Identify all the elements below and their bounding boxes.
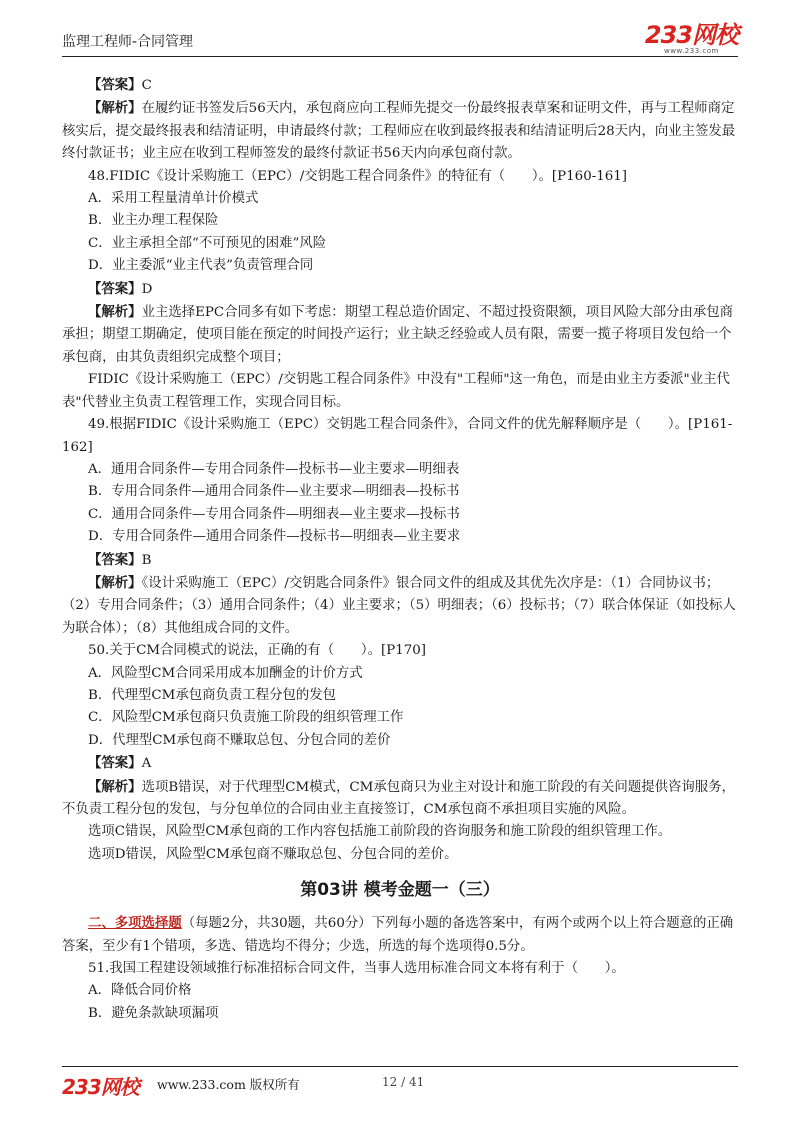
footer-logo[interactable]: 233网校 (62, 1075, 139, 1099)
q51-option-a: A．降低合同价格 (88, 983, 192, 999)
answer-value: C (141, 78, 152, 93)
q50-option-c: C．风险型CM承包商只负责施工阶段的组织管理工作 (88, 710, 404, 726)
answer-tag: 【答案】 (88, 77, 142, 93)
q48-option-d: D．业主委派“业主代表”负责管理合同 (88, 258, 314, 274)
q50-analysis-d: 选项D错误，风险型CM承包商不赚取总包、分包合同的差价。 (88, 846, 458, 862)
brand-logo[interactable] (645, 22, 738, 55)
q49-option-d: D．专用合同条件—通用合同条件—投标书—明细表—业主要求 (88, 529, 461, 545)
q48-option-b: B．业主办理工程保险 (88, 213, 219, 229)
q50-answer (62, 752, 738, 775)
q49-option-a: A．通用合同条件—专用合同条件—投标书—业主要求—明细表 (88, 461, 460, 477)
analysis-tag: 【解析】 (88, 304, 142, 321)
q50-analysis (62, 776, 738, 822)
q51-option-b: B．避免条款缺项漏项 (88, 1005, 219, 1021)
q49-analysis (62, 572, 738, 640)
q50-option-a: A．风险型CM合同采用成本加酬金的计价方式 (88, 665, 363, 681)
analysis-text: 业主选择EPC合同多有如下考虑：期望工程总造价固定、不超过投资限额，项目风险大部分由承包商承担；期望工期确定，使项目能在预定的时间投产运行；业主缺乏经验或人员有限，需要一揽子将项目发包给一个承包商，由其负责组织完成整个项目； (62, 305, 733, 365)
section-instructions (62, 912, 738, 958)
answer-value: B (141, 552, 152, 568)
answer-tag: 【答案】 (88, 280, 142, 297)
header-title: 监理工程师-合同管理 (62, 34, 194, 50)
answer-value: A (141, 756, 152, 772)
q50-option-d: D．代理型CM承包商不赚取总包、分包合同的差价 (88, 732, 391, 748)
q49-option-c: C．通用合同条件—专用合同条件—明细表—业主要求—投标书 (88, 506, 460, 522)
q48-analysis (62, 301, 738, 369)
logo-url: www.233.com (664, 47, 719, 55)
q50-analysis-c: 选项C错误，风险型CM承包商的工作内容包括施工前阶段的咨询服务和施工阶段的组织管理工作。 (88, 824, 672, 840)
analysis-tag: 【解析】 (88, 574, 142, 591)
analysis-tag: 【解析】 (88, 100, 142, 117)
q48-option-c: C．业主承担全部“不可预见的困难”风险 (88, 235, 327, 251)
part-description: （每题2分，共30题，共60分）下列每小题的备选答案中，有两个或两个以上符合题意的正确答案，至少有1个错项，多选、错选均不得分；少选，所选的每个选项得0.5分。 (62, 916, 734, 954)
page-footer (62, 1066, 738, 1107)
logo-text: 233网校 (644, 21, 738, 49)
document-body (62, 74, 738, 1025)
page-header (62, 22, 738, 57)
part-label-link[interactable]: 二、多项选择题 (88, 915, 182, 932)
q49-answer (62, 549, 738, 572)
q48-stem: 48.FIDIC《设计采购施工（EPC）/交钥匙工程合同条件》的特征有（ ）。[P160-161] (88, 168, 628, 184)
analysis-text: 在履约证书签发后56天内，承包商应向工程师先提交一份最终报表草案和证明文件，再与工程师商定核实后，提交最终报表和结清证明，申请最终付款；工程师应在收到最终报表和结清证明后28天内，向业主签发最终付款证书；业主应在收到工程师签发的最终付款证书56天内向承包商付款。 (62, 101, 736, 162)
q49-option-b: B．专用合同条件—通用合同条件—业主要求—明细表—投标书 (88, 484, 460, 500)
page-number: 12 / 41 (382, 1075, 425, 1089)
analysis-text: 选项B错误，对于代理型CM模式，CM承包商只为业主对设计和施工阶段的有关问题提供咨询服务，不负责工程分包的发包，与分包单位的合同由业主直接签订，CM承包商不承担项目实施的风险。 (62, 779, 735, 817)
q50-stem: 50.关于CM合同模式的说法，正确的有（ ）。[P170] (88, 643, 426, 659)
q47-analysis (62, 97, 738, 165)
section-title: 第03讲 模考金题一（三） (300, 880, 500, 901)
q47-answer (62, 74, 738, 97)
answer-value: D (141, 281, 153, 297)
q51-stem: 51.我国工程建设领域推行标准招标合同文件，当事人选用标准合同文本将有利于（ ）。 (88, 961, 625, 977)
q50-option-b: B．代理型CM承包商负责工程分包的发包 (88, 687, 337, 703)
q48-analysis-cont: FIDIC《设计采购施工（EPC）/交钥匙工程合同条件》中没有"工程师"这一角色，而是由业主方委派"业主代表"代替业主负责工程管理工作，实现合同目标。 (62, 372, 730, 410)
q49-stem: 49.根据FIDIC《设计采购施工（EPC）交钥匙工程合同条件》，合同文件的优先解释顺序是（ ）。[P161-162] (62, 417, 733, 455)
answer-tag: 【答案】 (88, 551, 142, 568)
analysis-tag: 【解析】 (88, 778, 142, 795)
q48-answer (62, 278, 738, 301)
q48-option-a: A．采用工程量清单计价模式 (88, 191, 259, 207)
analysis-text: 《设计采购施工（EPC）/交钥匙合同条件》银合同文件的组成及其优先次序是：（1）合同协议书；（2）专用合同条件；（3）通用合同条件；（4）业主要求；（5）明细表；（6）投标书；（7）联合体保证（如投标人为联合体）；（8）其他组成合同的文件。 (62, 575, 736, 636)
footer-copyright: www.233.com 版权所有 (157, 1077, 300, 1092)
answer-tag: 【答案】 (88, 755, 142, 772)
